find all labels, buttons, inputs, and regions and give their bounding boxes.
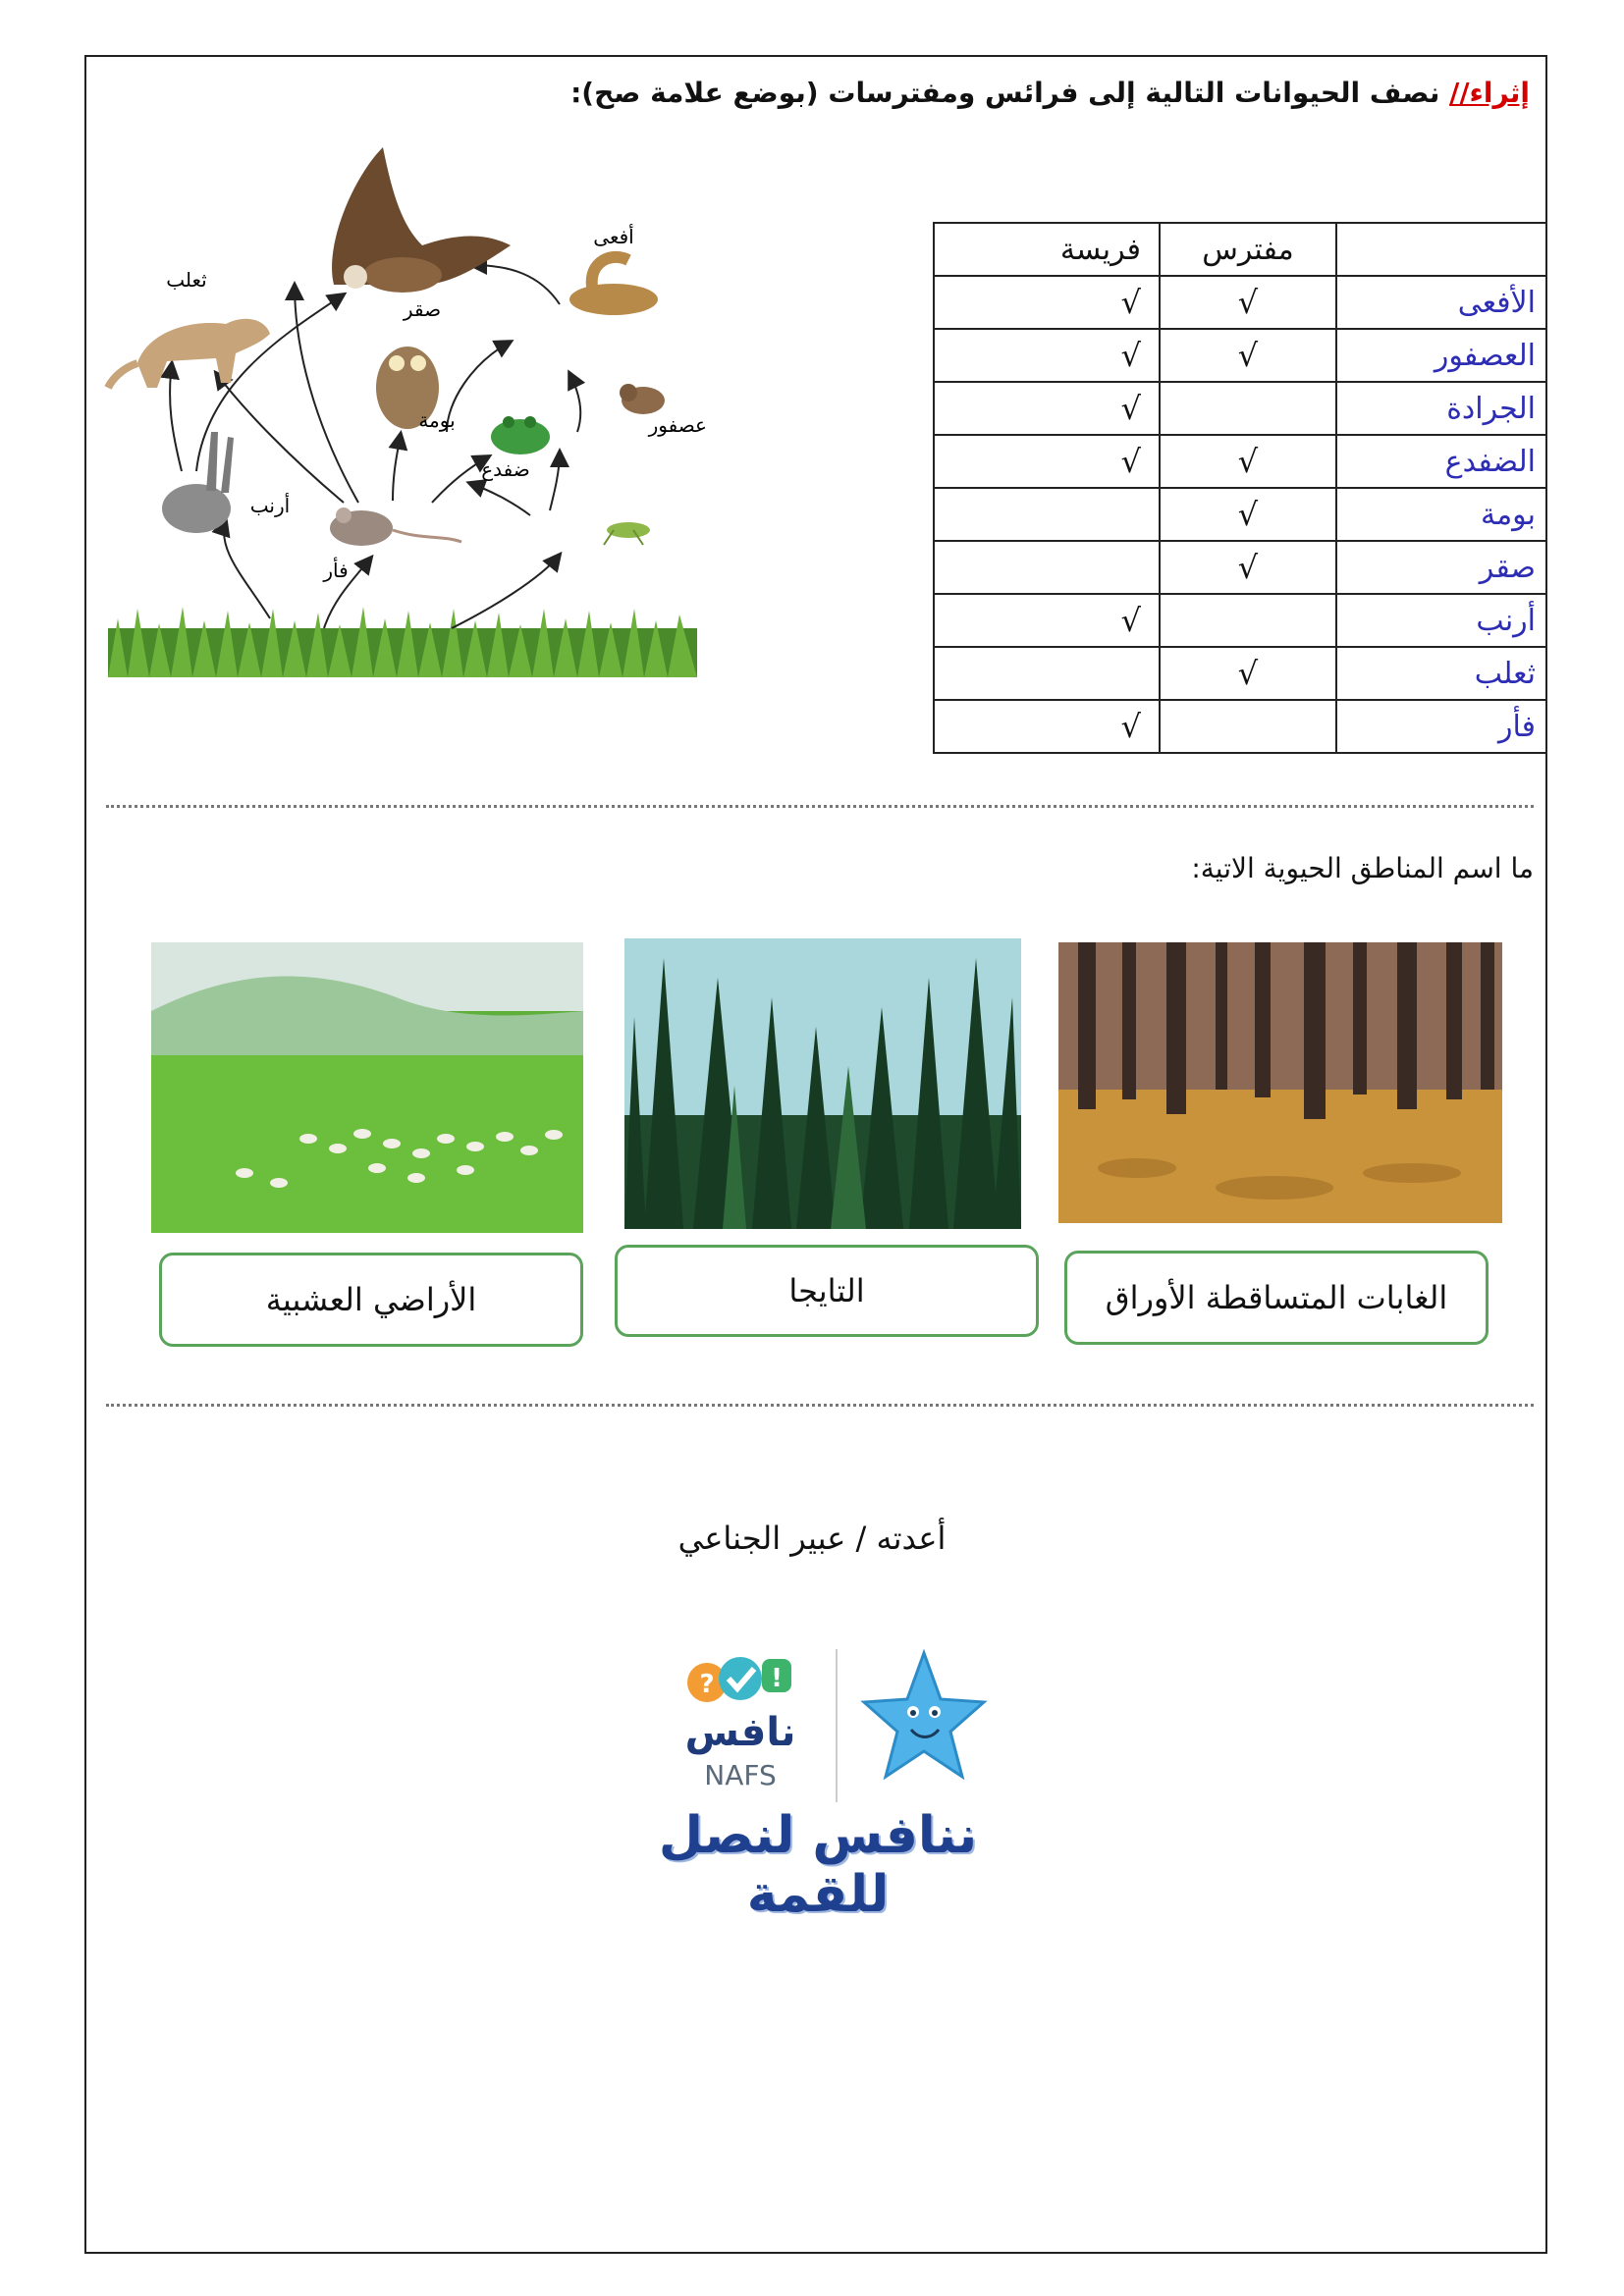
table-row [934,700,1546,753]
classification-table [933,222,1547,754]
table-row [934,276,1546,329]
predator-cell [1160,700,1336,753]
biomes-question: ما اسم المناطق الحيوية الاتية: [1191,852,1534,884]
food-web-diagram [98,137,727,692]
prey-cell [934,647,1160,700]
animal-name-cell: ثعلب [1336,647,1546,700]
prey-cell: √ [934,700,1160,753]
animal-name-cell: صقر [1336,541,1546,594]
table-header-row [934,223,1546,276]
heading-prefix: إثراء// [1449,77,1530,109]
animal-name-cell: أرنب [1336,594,1546,647]
table-row [934,382,1546,435]
nafs-latin-text: NAFS [704,1759,777,1791]
predator-cell: √ [1160,488,1336,541]
star-mascot-icon [860,1645,988,1792]
animal-name-cell: فأر [1336,700,1546,753]
animal-name-cell: الضفدع [1336,435,1546,488]
prey-cell [934,488,1160,541]
animal-name-cell: الجرادة [1336,382,1546,435]
viper-illustration [569,257,658,315]
author-credit: أعدته / عبير الجناعي [677,1520,947,1557]
nafs-logo [640,1645,839,1806]
mouse-label: فأر [323,559,349,582]
prey-cell: √ [934,382,1160,435]
nafs-slogan: ننافس لنصل للقمة [658,1806,978,1924]
hawk-label: صقر [403,297,442,321]
owl-label: بومة [418,408,456,432]
prey-cell: √ [934,435,1160,488]
heading-text: نصف الحيوانات التالية إلى فرائس ومفترسات (بوضع علامة صح): [570,77,1450,109]
frog-label: ضفدع [481,457,530,481]
predator-cell: √ [1160,541,1336,594]
predator-cell: √ [1160,329,1336,382]
header-name [1336,223,1546,276]
prey-cell: √ [934,329,1160,382]
nafs-arabic-text: نافس [684,1710,796,1755]
table-row [934,647,1546,700]
sparrow-label: عصفور [648,413,707,437]
predator-cell: √ [1160,647,1336,700]
dotted-divider [106,1404,1534,1407]
taiga-photo [624,938,1021,1229]
table-row [934,594,1546,647]
grasshopper-illustration [604,522,650,545]
predator-cell [1160,382,1336,435]
grassland-answer-box: الأراضي العشبية [159,1253,583,1347]
dotted-divider [106,805,1534,808]
fox-illustration [108,319,270,388]
rabbit-label: أرنب [249,494,291,517]
header-predator: مفترس [1160,223,1336,276]
deciduous-answer-box: الغابات المتساقطة الأوراق [1064,1251,1489,1345]
grass-illustration [108,607,697,677]
prey-cell: √ [934,594,1160,647]
rabbit-illustration [162,432,234,533]
grassland-photo [151,942,583,1233]
fox-label: ثعلب [166,268,207,292]
table-row [934,488,1546,541]
table-row [934,541,1546,594]
header-prey: فريسة [934,223,1160,276]
animal-name-cell: الأفعى [1336,276,1546,329]
deciduous-forest-photo [1058,942,1502,1223]
svg-text:?: ? [699,1670,715,1699]
prey-cell [934,541,1160,594]
sparrow-illustration [620,384,665,414]
animal-name-cell: العصفور [1336,329,1546,382]
predator-cell: √ [1160,276,1336,329]
taiga-answer-box: التايجا [615,1245,1039,1337]
predator-cell: √ [1160,435,1336,488]
frog-illustration [491,416,550,454]
table-row [934,329,1546,382]
table-row [934,435,1546,488]
worksheet-heading [570,77,1530,109]
svg-text:!: ! [771,1664,783,1693]
predator-cell [1160,594,1336,647]
viper-label: أفعى [593,225,634,248]
mouse-illustration [330,507,461,546]
animal-name-cell: بومة [1336,488,1546,541]
hawk-illustration [332,147,511,293]
prey-cell: √ [934,276,1160,329]
